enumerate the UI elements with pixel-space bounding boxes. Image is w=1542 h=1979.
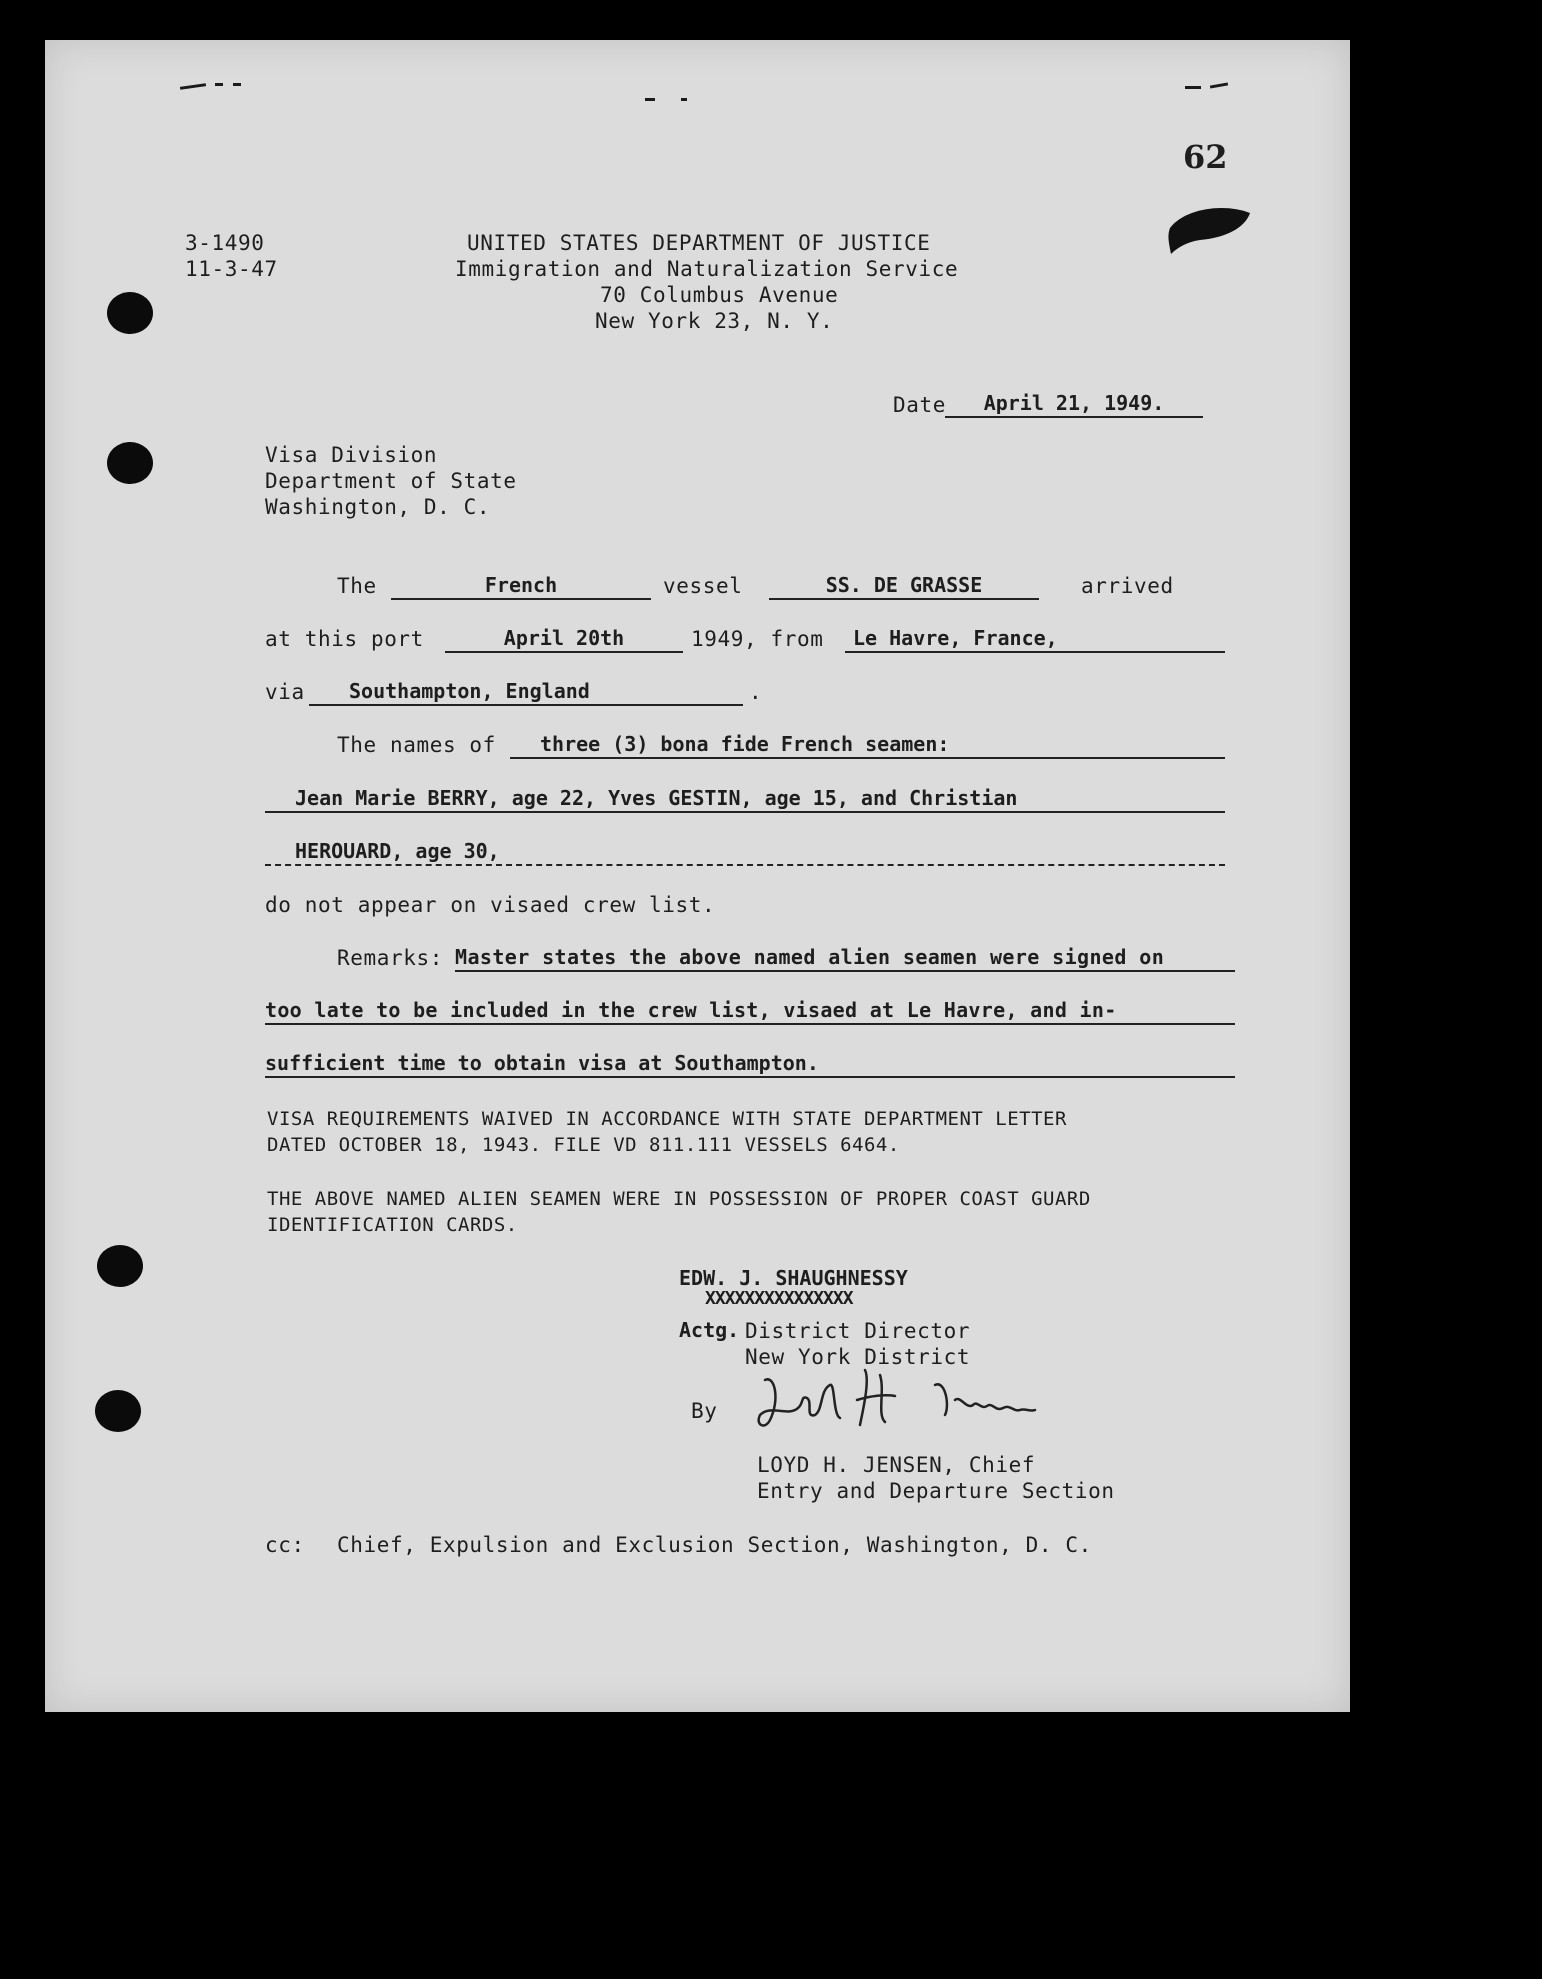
letterhead-street: 70 Columbus Avenue xyxy=(600,283,839,307)
visa-waiver-note: DATED OCTOBER 18, 1943. FILE VD 811.111 VESSELS 6464. xyxy=(267,1134,900,1156)
vessel-nationality: French xyxy=(391,572,651,600)
director-name: EDW. J. SHAUGHNESSY xyxy=(679,1266,908,1290)
visa-waiver-note: VISA REQUIREMENTS WAIVED IN ACCORDANCE WITH STATE DEPARTMENT LETTER xyxy=(267,1108,1067,1130)
ink-smudge xyxy=(1165,198,1255,258)
arrival-date: April 20th xyxy=(445,625,683,653)
remarks-label: Remarks: xyxy=(337,946,443,970)
signer-section: Entry and Departure Section xyxy=(757,1479,1115,1503)
port-label: at this port xyxy=(265,627,424,651)
district-name: New York District xyxy=(745,1345,971,1369)
names-label: The names of xyxy=(337,733,496,757)
struck-out-name: XXXXXXXXXXXXXXX xyxy=(705,1288,853,1309)
director-title: District Director xyxy=(745,1319,971,1343)
date-label: Date xyxy=(893,393,946,417)
coast-guard-note: IDENTIFICATION CARDS. xyxy=(267,1214,518,1236)
seamen-names-line: HEROUARD, age 30, xyxy=(265,838,1225,866)
acting-prefix: Actg. xyxy=(679,1318,740,1342)
date-value: April 21, 1949. xyxy=(945,390,1203,418)
binder-hole xyxy=(97,1245,143,1287)
scan-mark xyxy=(645,98,655,101)
via-label: via xyxy=(265,680,305,704)
scan-mark xyxy=(1185,86,1201,89)
the-label: The xyxy=(337,574,377,598)
arrived-label: arrived xyxy=(1081,574,1174,598)
addressee-division: Visa Division xyxy=(265,443,438,467)
by-label: By xyxy=(691,1399,718,1423)
vessel-label: vessel xyxy=(663,574,743,598)
scan-mark xyxy=(233,83,241,86)
seamen-count: three (3) bona fide French seamen: xyxy=(510,731,1225,759)
remarks-line: Master states the above named alien seamen were signed on xyxy=(455,944,1235,972)
addressee-department: Department of State xyxy=(265,469,517,493)
letterhead-city: New York 23, N. Y. xyxy=(595,309,834,333)
scan-mark xyxy=(681,98,687,101)
crew-list-statement: do not appear on visaed crew list. xyxy=(265,893,716,917)
binder-hole xyxy=(107,292,153,334)
document-page xyxy=(45,40,1350,1712)
signer-name: LOYD H. JENSEN, Chief xyxy=(757,1453,1036,1477)
scan-mark xyxy=(1210,82,1228,88)
seamen-names-line: Jean Marie BERRY, age 22, Yves GESTIN, age 15, and Christian xyxy=(265,785,1225,813)
year-from: 1949, from xyxy=(691,627,824,651)
via-period: . xyxy=(749,680,763,704)
cc-recipient: Chief, Expulsion and Exclusion Section, Washington, D. C. xyxy=(337,1533,1092,1557)
cc-label: cc: xyxy=(265,1533,305,1557)
remarks-line: too late to be included in the crew list, visaed at Le Havre, and in- xyxy=(265,997,1235,1025)
scan-mark xyxy=(180,83,206,90)
via-place: Southampton, England xyxy=(309,678,743,706)
vessel-name: SS. DE GRASSE xyxy=(769,572,1039,600)
addressee-city: Washington, D. C. xyxy=(265,495,491,519)
form-date: 11-3-47 xyxy=(185,257,278,281)
scan-mark xyxy=(215,83,223,86)
handwritten-signature xyxy=(745,1360,1075,1440)
letterhead-service: Immigration and Naturalization Service xyxy=(455,257,959,281)
binder-hole xyxy=(107,442,153,484)
binder-hole xyxy=(95,1390,141,1432)
form-number: 3-1490 xyxy=(185,231,265,255)
from-place: Le Havre, France, xyxy=(845,625,1225,653)
remarks-line: sufficient time to obtain visa at Southampton. xyxy=(265,1050,1235,1078)
page-number: 62 xyxy=(1183,138,1228,176)
coast-guard-note: THE ABOVE NAMED ALIEN SEAMEN WERE IN POSSESSION OF PROPER COAST GUARD xyxy=(267,1188,1091,1210)
letterhead-agency: UNITED STATES DEPARTMENT OF JUSTICE xyxy=(467,231,931,255)
